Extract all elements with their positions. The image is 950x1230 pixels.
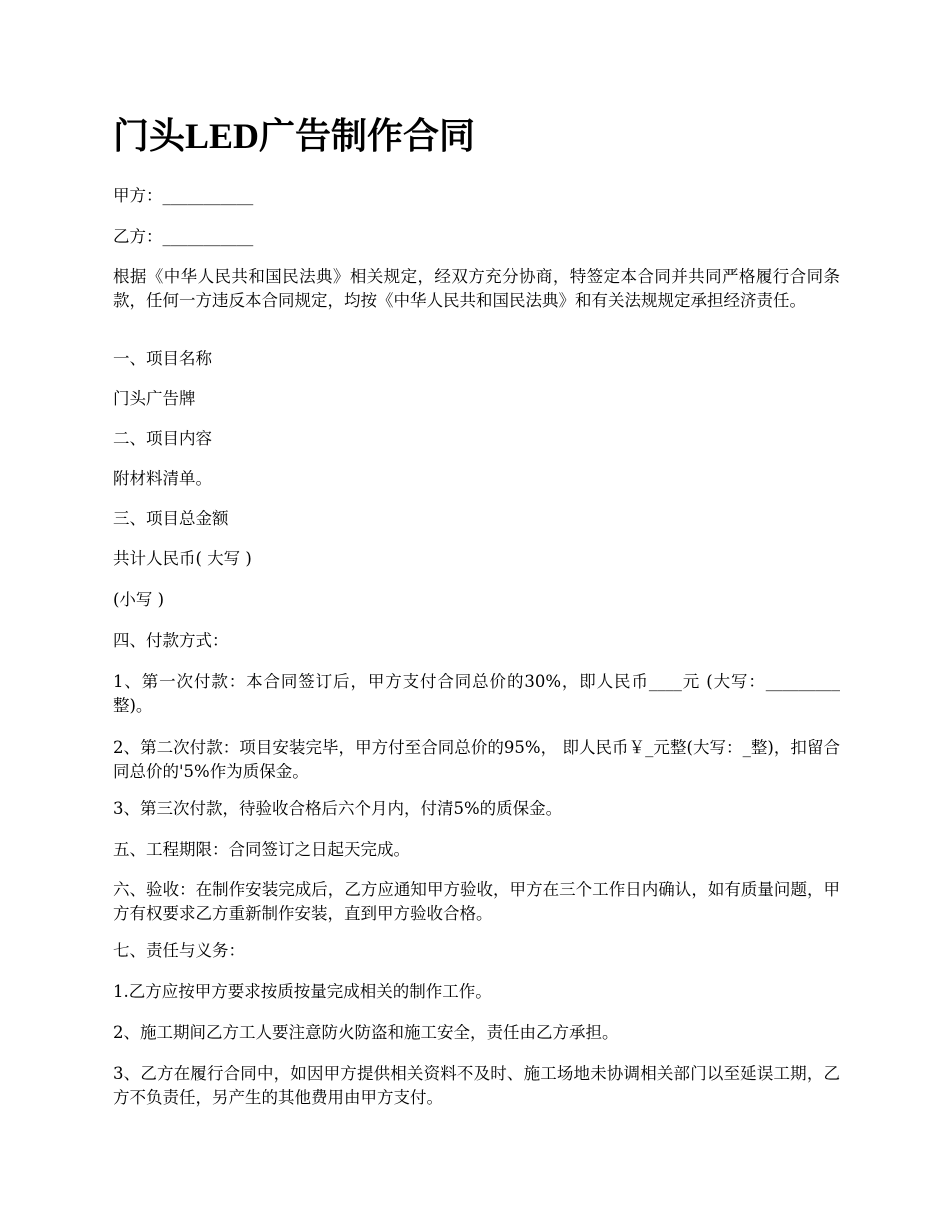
payment-item-1: 1、第一次付款：本合同签订后，甲方支付合同总价的30%，即人民币____元 (大写：_________ 整)。 bbox=[113, 672, 840, 715]
acceptance-paragraph: 六、验收：在制作安装完成后，乙方应通知甲方验收，甲方在三个工作日内确认，如有质量问题，甲方有权要求乙方重新制作安装，直到甲方验收合格。 bbox=[113, 880, 840, 923]
party-a-line: 甲方：___________ bbox=[113, 186, 254, 205]
section-heading-responsibilities: 七、责任与义务： bbox=[113, 941, 245, 960]
section-heading-project-content: 二、项目内容 bbox=[113, 429, 212, 448]
responsibility-item-2: 2、施工期间乙方工人要注意防火防盗和施工安全，责任由乙方承担。 bbox=[113, 1023, 619, 1042]
responsibility-item-3: 3、乙方在履行合同中，如因甲方提供相关资料不及时、施工场地未协调相关部门以至延误工期，乙方不负责任，另产生的其他费用由甲方支付。 bbox=[113, 1064, 840, 1107]
amount-uppercase-line: 共计人民币( 大写 ) bbox=[113, 549, 252, 568]
section-heading-project-name: 一、项目名称 bbox=[113, 349, 212, 368]
party-b-line: 乙方：___________ bbox=[113, 227, 254, 246]
responsibility-item-1: 1.乙方应按甲方要求按质按量完成相关的制作工作。 bbox=[113, 982, 492, 1001]
document-title: 门头LED广告制作合同 bbox=[113, 116, 476, 156]
preamble-paragraph: 根据《中华人民共和国民法典》相关规定，经双方充分协商，特签定本合同并共同严格履行合同条款，任何一方违反本合同规定，均按《中华人民共和国民法典》和有关法规规定承担经济责任。 bbox=[113, 267, 840, 310]
project-name-text: 门头广告牌 bbox=[113, 389, 196, 408]
amount-lowercase-line: (小写 ) bbox=[113, 590, 165, 609]
section-heading-duration: 五、工程期限：合同签订之日起天完成。 bbox=[113, 840, 410, 859]
project-content-text: 附材料清单。 bbox=[113, 469, 212, 488]
section-heading-payment: 四、付款方式： bbox=[113, 631, 229, 650]
section-heading-total-amount: 三、项目总金额 bbox=[113, 509, 229, 528]
payment-item-3: 3、第三次付款，待验收合格后六个月内，付清5%的质保金。 bbox=[113, 799, 563, 818]
payment-item-2: 2、第二次付款：项目安装完毕，甲方付至合同总价的95%， 即人民币￥_元整(大写：_整)，扣留合同总价的'5%作为质保金。 bbox=[113, 738, 840, 781]
